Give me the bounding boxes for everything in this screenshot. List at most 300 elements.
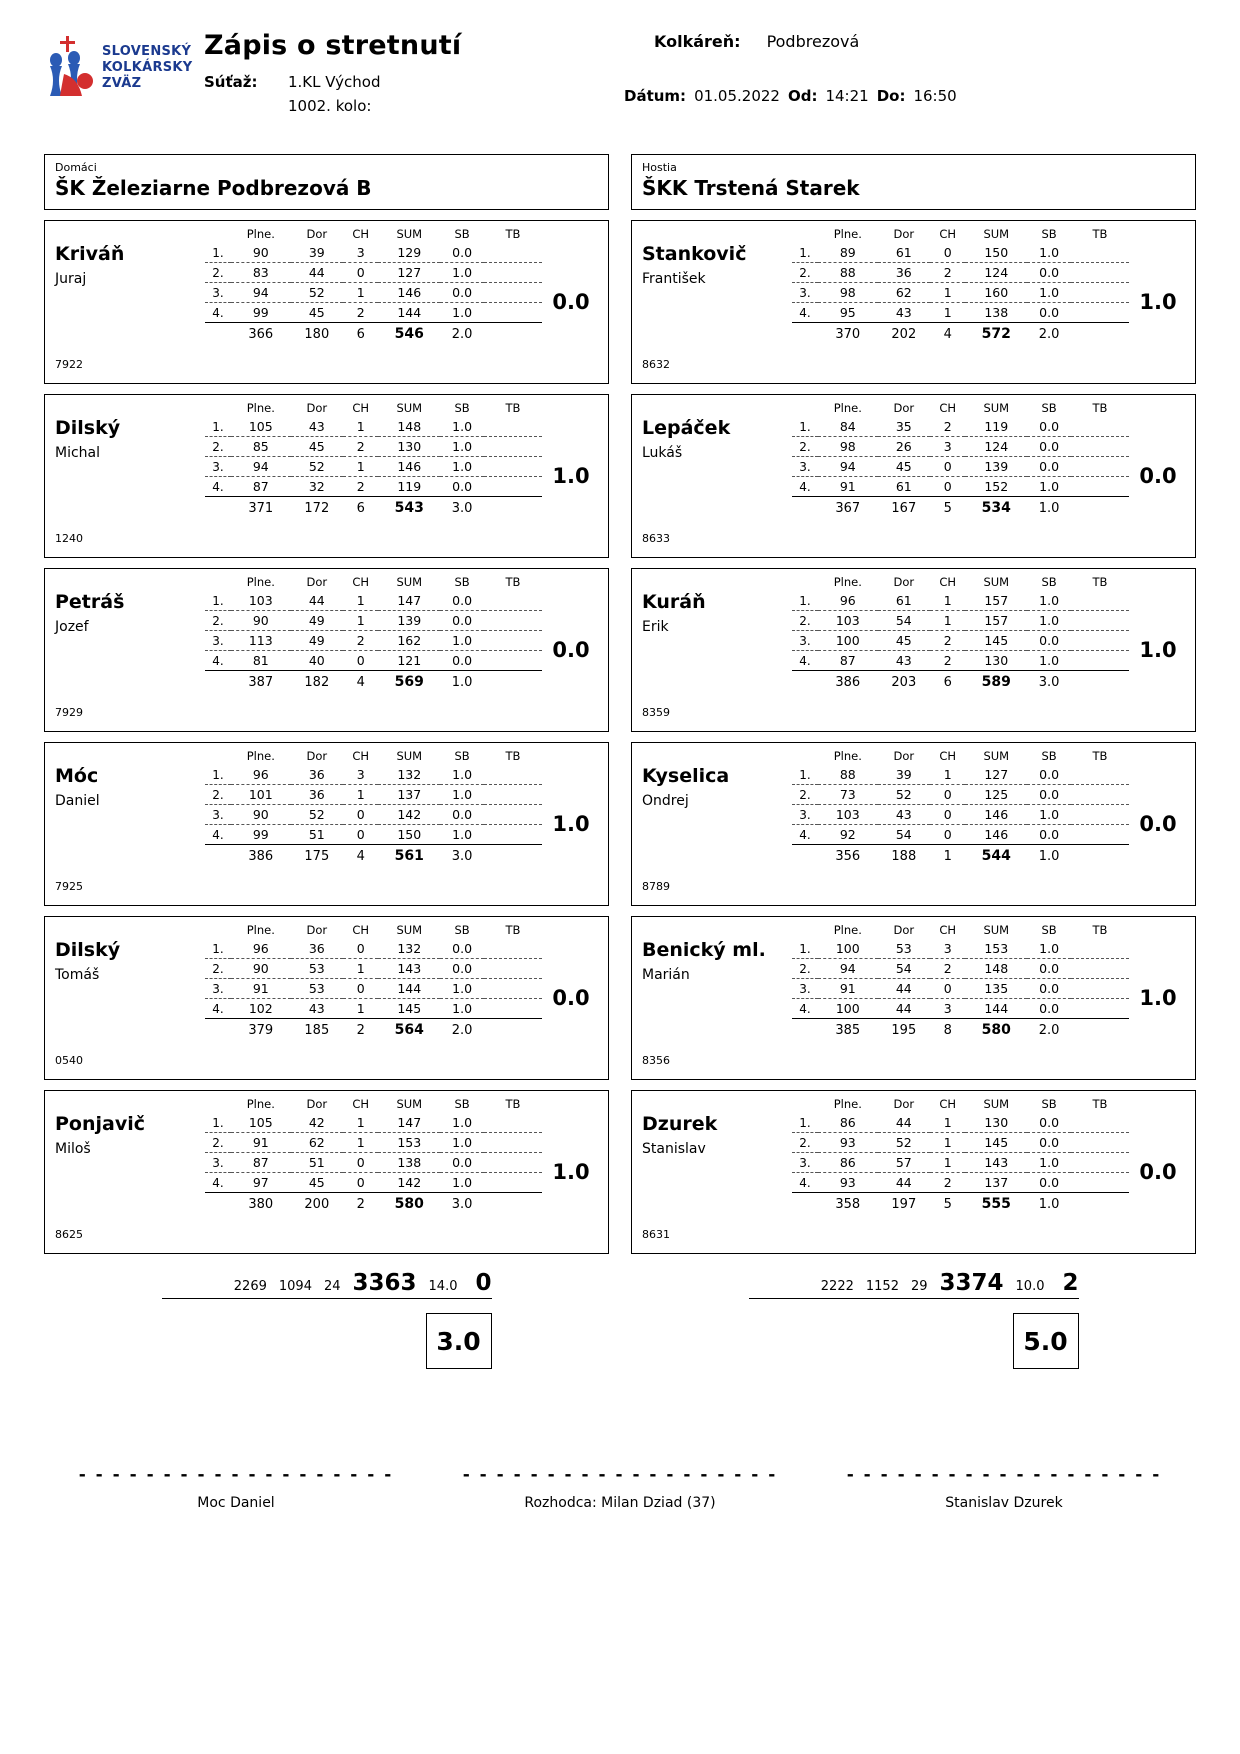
header-tb: TB bbox=[505, 1097, 521, 1111]
game-sb: 0.0 bbox=[440, 591, 484, 611]
game-plne: 84 bbox=[818, 417, 878, 437]
game-sb: 0.0 bbox=[440, 959, 484, 979]
game-index: 3. bbox=[205, 631, 231, 651]
player-total-row bbox=[792, 497, 1129, 519]
header-sb: SB bbox=[454, 575, 470, 589]
game-tb bbox=[1071, 437, 1129, 457]
player-points: 0.0 bbox=[552, 290, 590, 314]
game-sb: 0.0 bbox=[1027, 999, 1071, 1019]
game-ch: 0 bbox=[343, 825, 378, 845]
game-sum: 148 bbox=[378, 417, 440, 437]
game-ch: 1 bbox=[343, 1113, 378, 1133]
player-identity bbox=[55, 1097, 205, 1247]
game-sb: 1.0 bbox=[440, 417, 484, 437]
total-plne: 379 bbox=[231, 1019, 291, 1041]
total-sb: 1.0 bbox=[1027, 845, 1071, 867]
player-surname: Dzurek bbox=[642, 1113, 718, 1135]
total-plne: 371 bbox=[231, 497, 291, 519]
game-ch: 1 bbox=[343, 417, 378, 437]
game-ch: 0 bbox=[343, 651, 378, 671]
game-dor: 43 bbox=[878, 805, 931, 825]
game-plne: 91 bbox=[231, 1133, 291, 1153]
total-sum: 580 bbox=[965, 1019, 1027, 1041]
game-index: 1. bbox=[792, 1113, 818, 1133]
game-dor: 61 bbox=[878, 243, 931, 263]
header-sum: SUM bbox=[983, 749, 1010, 763]
score-row bbox=[205, 611, 542, 631]
player-total-row bbox=[792, 845, 1129, 867]
game-sum: 119 bbox=[965, 417, 1027, 437]
total-sum: 543 bbox=[378, 497, 440, 519]
score-row bbox=[792, 631, 1129, 651]
player-identity bbox=[642, 1097, 792, 1247]
game-sb: 1.0 bbox=[1027, 611, 1071, 631]
game-plne: 96 bbox=[231, 765, 291, 785]
player-surname: Petráš bbox=[55, 591, 125, 613]
header-sb: SB bbox=[1041, 575, 1057, 589]
game-sb: 1.0 bbox=[1027, 805, 1071, 825]
score-row bbox=[792, 785, 1129, 805]
total-ch: 5 bbox=[930, 1193, 965, 1215]
game-sum: 157 bbox=[965, 611, 1027, 631]
total-dor: 197 bbox=[878, 1193, 931, 1215]
header-sb: SB bbox=[1041, 401, 1057, 415]
header-ch: CH bbox=[352, 923, 370, 937]
away-total-plne: 2222 bbox=[820, 1279, 854, 1294]
game-sum: 143 bbox=[965, 1153, 1027, 1173]
game-plne: 102 bbox=[231, 999, 291, 1019]
game-sum: 152 bbox=[965, 477, 1027, 497]
game-plne: 113 bbox=[231, 631, 291, 651]
total-sb: 2.0 bbox=[440, 323, 484, 345]
header-sb: SB bbox=[454, 227, 470, 241]
game-tb bbox=[1071, 417, 1129, 437]
header-sum: SUM bbox=[983, 227, 1010, 241]
total-sum: 572 bbox=[965, 323, 1027, 345]
game-plne: 89 bbox=[818, 243, 878, 263]
score-row bbox=[205, 825, 542, 845]
game-dor: 44 bbox=[291, 591, 344, 611]
game-sb: 1.0 bbox=[440, 1173, 484, 1193]
game-plne: 90 bbox=[231, 805, 291, 825]
game-tb bbox=[1071, 979, 1129, 999]
header-sum: SUM bbox=[983, 1097, 1010, 1111]
total-dor: 203 bbox=[878, 671, 931, 693]
game-sum: 121 bbox=[378, 651, 440, 671]
signature-area bbox=[44, 1465, 1196, 1511]
game-sb: 1.0 bbox=[440, 263, 484, 283]
total-sum: 564 bbox=[378, 1019, 440, 1041]
total-ch: 4 bbox=[343, 671, 378, 693]
player-firstname: Daniel bbox=[55, 793, 100, 809]
game-sum: 138 bbox=[378, 1153, 440, 1173]
game-sb: 1.0 bbox=[440, 999, 484, 1019]
game-dor: 61 bbox=[878, 591, 931, 611]
player-panel bbox=[44, 742, 609, 906]
game-dor: 45 bbox=[291, 303, 344, 323]
player-score-table bbox=[205, 575, 542, 725]
game-dor: 51 bbox=[291, 1153, 344, 1173]
game-tb bbox=[484, 611, 542, 631]
home-team-name: ŠK Železiarne Podbrezová B bbox=[55, 176, 372, 200]
player-firstname: Stanislav bbox=[642, 1141, 706, 1157]
header-dor: Dor bbox=[893, 923, 915, 937]
game-index: 1. bbox=[205, 1113, 231, 1133]
game-dor: 51 bbox=[291, 825, 344, 845]
player-panel bbox=[44, 916, 609, 1080]
game-dor: 44 bbox=[878, 1113, 931, 1133]
game-ch: 2 bbox=[343, 303, 378, 323]
score-row bbox=[792, 1133, 1129, 1153]
game-tb bbox=[1071, 303, 1129, 323]
game-sb: 0.0 bbox=[1027, 437, 1071, 457]
home-total-sb: 14.0 bbox=[428, 1279, 458, 1294]
game-index: 4. bbox=[792, 825, 818, 845]
game-dor: 45 bbox=[291, 1173, 344, 1193]
total-ch: 2 bbox=[343, 1019, 378, 1041]
game-index: 1. bbox=[205, 417, 231, 437]
player-points: 1.0 bbox=[552, 812, 590, 836]
game-index: 4. bbox=[792, 651, 818, 671]
game-sb: 0.0 bbox=[440, 805, 484, 825]
player-total-row bbox=[792, 323, 1129, 345]
game-ch: 1 bbox=[343, 999, 378, 1019]
game-tb bbox=[484, 825, 542, 845]
game-plne: 95 bbox=[818, 303, 878, 323]
game-tb bbox=[1071, 785, 1129, 805]
game-sum: 132 bbox=[378, 765, 440, 785]
game-ch: 2 bbox=[930, 417, 965, 437]
game-ch: 1 bbox=[343, 457, 378, 477]
player-id: 8356 bbox=[642, 1054, 670, 1067]
player-id: 8359 bbox=[642, 706, 670, 719]
game-dor: 53 bbox=[878, 939, 931, 959]
total-sum: 561 bbox=[378, 845, 440, 867]
header-tb: TB bbox=[1092, 575, 1108, 589]
header-dor: Dor bbox=[306, 227, 328, 241]
away-team-box bbox=[631, 154, 1196, 210]
score-row bbox=[205, 1133, 542, 1153]
game-dor: 42 bbox=[291, 1113, 344, 1133]
away-signature-name: Stanislav Dzurek bbox=[945, 1495, 1063, 1511]
game-plne: 90 bbox=[231, 611, 291, 631]
game-plne: 88 bbox=[818, 263, 878, 283]
to-label: Do: bbox=[876, 87, 906, 105]
game-index: 4. bbox=[792, 999, 818, 1019]
date-label: Dátum: bbox=[624, 87, 687, 105]
game-plne: 103 bbox=[818, 611, 878, 631]
game-dor: 39 bbox=[878, 765, 931, 785]
game-plne: 87 bbox=[231, 477, 291, 497]
game-ch: 0 bbox=[930, 979, 965, 999]
game-sum: 142 bbox=[378, 1173, 440, 1193]
game-sb: 0.0 bbox=[1027, 1173, 1071, 1193]
header-sum: SUM bbox=[983, 575, 1010, 589]
player-firstname: Michal bbox=[55, 445, 101, 461]
score-row bbox=[205, 1153, 542, 1173]
total-tb bbox=[484, 671, 542, 693]
game-sb: 0.0 bbox=[440, 611, 484, 631]
home-role-label: Domáci bbox=[55, 161, 97, 174]
header-dor: Dor bbox=[893, 575, 915, 589]
header-sb: SB bbox=[454, 401, 470, 415]
game-dor: 62 bbox=[878, 283, 931, 303]
game-sum: 145 bbox=[965, 631, 1027, 651]
total-tb bbox=[484, 845, 542, 867]
game-sum: 130 bbox=[965, 1113, 1027, 1133]
total-tb bbox=[1071, 671, 1129, 693]
game-index: 1. bbox=[205, 939, 231, 959]
game-sb: 0.0 bbox=[1027, 1113, 1071, 1133]
game-sum: 162 bbox=[378, 631, 440, 651]
game-dor: 43 bbox=[291, 999, 344, 1019]
player-panel bbox=[631, 1090, 1196, 1254]
header-dor: Dor bbox=[306, 575, 328, 589]
game-sum: 146 bbox=[965, 825, 1027, 845]
player-points: 0.0 bbox=[1139, 1160, 1177, 1184]
home-total-ch: 24 bbox=[323, 1279, 341, 1294]
player-total-row bbox=[205, 671, 542, 693]
score-row bbox=[205, 477, 542, 497]
away-signature bbox=[812, 1465, 1196, 1511]
game-sum: 130 bbox=[965, 651, 1027, 671]
header-plne: Plne. bbox=[833, 227, 862, 241]
game-tb bbox=[484, 631, 542, 651]
player-panels bbox=[44, 220, 1196, 1254]
game-index: 1. bbox=[792, 765, 818, 785]
player-total-row bbox=[792, 1193, 1129, 1215]
game-tb bbox=[1071, 651, 1129, 671]
document-header bbox=[44, 28, 1196, 148]
game-dor: 62 bbox=[291, 1133, 344, 1153]
game-sum: 150 bbox=[965, 243, 1027, 263]
away-signature-line: - - - - - - - - - - - - - - - - - - - bbox=[846, 1465, 1162, 1485]
game-index: 2. bbox=[792, 611, 818, 631]
game-sum: 148 bbox=[965, 959, 1027, 979]
header-plne: Plne. bbox=[246, 401, 275, 415]
game-ch: 1 bbox=[930, 1133, 965, 1153]
score-row bbox=[205, 785, 542, 805]
game-sb: 1.0 bbox=[440, 1133, 484, 1153]
player-score-table bbox=[205, 401, 542, 551]
header-dor: Dor bbox=[306, 923, 328, 937]
player-identity bbox=[642, 401, 792, 551]
game-sb: 1.0 bbox=[1027, 283, 1071, 303]
total-sum: 569 bbox=[378, 671, 440, 693]
game-sum: 137 bbox=[378, 785, 440, 805]
home-signature-name: Moc Daniel bbox=[197, 1495, 275, 1511]
total-plne: 380 bbox=[231, 1193, 291, 1215]
game-sb: 1.0 bbox=[1027, 591, 1071, 611]
game-tb bbox=[1071, 959, 1129, 979]
from-value: 14:21 bbox=[825, 87, 869, 105]
game-dor: 45 bbox=[878, 631, 931, 651]
federation-logo bbox=[44, 28, 204, 102]
game-plne: 87 bbox=[818, 651, 878, 671]
header-dor: Dor bbox=[893, 749, 915, 763]
player-surname: Dilský bbox=[55, 939, 121, 961]
game-sb: 1.0 bbox=[440, 765, 484, 785]
game-index: 4. bbox=[205, 303, 231, 323]
game-index: 2. bbox=[205, 785, 231, 805]
game-dor: 54 bbox=[878, 611, 931, 631]
game-plne: 105 bbox=[231, 417, 291, 437]
game-dor: 43 bbox=[878, 651, 931, 671]
total-plne: 387 bbox=[231, 671, 291, 693]
player-identity bbox=[642, 575, 792, 725]
score-row bbox=[792, 591, 1129, 611]
player-score-table bbox=[792, 1097, 1129, 1247]
federation-name bbox=[102, 44, 193, 93]
score-row bbox=[205, 437, 542, 457]
game-ch: 0 bbox=[343, 1153, 378, 1173]
game-plne: 98 bbox=[818, 283, 878, 303]
score-row bbox=[792, 437, 1129, 457]
game-dor: 54 bbox=[878, 825, 931, 845]
header-dor: Dor bbox=[893, 1097, 915, 1111]
game-ch: 1 bbox=[930, 1113, 965, 1133]
player-id: 8631 bbox=[642, 1228, 670, 1241]
header-sum: SUM bbox=[396, 749, 423, 763]
total-dor: 175 bbox=[291, 845, 344, 867]
game-tb bbox=[1071, 939, 1129, 959]
game-dor: 53 bbox=[291, 979, 344, 999]
game-index: 2. bbox=[792, 785, 818, 805]
game-ch: 1 bbox=[930, 1153, 965, 1173]
game-index: 2. bbox=[205, 437, 231, 457]
total-sum: 555 bbox=[965, 1193, 1027, 1215]
game-tb bbox=[484, 979, 542, 999]
game-ch: 2 bbox=[930, 651, 965, 671]
total-tb bbox=[1071, 845, 1129, 867]
venue-value: Podbrezová bbox=[766, 32, 860, 51]
header-tb: TB bbox=[1092, 1097, 1108, 1111]
game-sum: 130 bbox=[378, 437, 440, 457]
total-tb bbox=[1071, 323, 1129, 345]
game-ch: 2 bbox=[343, 631, 378, 651]
player-points: 1.0 bbox=[1139, 638, 1177, 662]
player-total-row bbox=[205, 323, 542, 345]
game-plne: 92 bbox=[818, 825, 878, 845]
header-plne: Plne. bbox=[246, 923, 275, 937]
game-ch: 1 bbox=[343, 785, 378, 805]
total-dor: 172 bbox=[291, 497, 344, 519]
game-tb bbox=[484, 651, 542, 671]
score-row bbox=[792, 417, 1129, 437]
total-sum: 589 bbox=[965, 671, 1027, 693]
game-tb bbox=[1071, 1133, 1129, 1153]
total-sb: 3.0 bbox=[1027, 671, 1071, 693]
total-plne: 386 bbox=[818, 671, 878, 693]
game-tb bbox=[484, 805, 542, 825]
total-sb: 3.0 bbox=[440, 1193, 484, 1215]
game-plne: 98 bbox=[818, 437, 878, 457]
header-dor: Dor bbox=[893, 401, 915, 415]
game-plne: 93 bbox=[818, 1133, 878, 1153]
total-plne: 367 bbox=[818, 497, 878, 519]
player-id: 8789 bbox=[642, 880, 670, 893]
game-tb bbox=[1071, 611, 1129, 631]
player-total-row bbox=[205, 845, 542, 867]
game-sb: 0.0 bbox=[1027, 959, 1071, 979]
header-plne: Plne. bbox=[246, 749, 275, 763]
game-sum: 139 bbox=[965, 457, 1027, 477]
game-index: 1. bbox=[792, 591, 818, 611]
game-dor: 39 bbox=[291, 243, 344, 263]
game-sb: 0.0 bbox=[1027, 979, 1071, 999]
game-sum: 147 bbox=[378, 591, 440, 611]
to-value: 16:50 bbox=[913, 87, 957, 105]
player-panel bbox=[44, 568, 609, 732]
game-dor: 61 bbox=[878, 477, 931, 497]
game-sb: 1.0 bbox=[1027, 243, 1071, 263]
away-totals bbox=[631, 1270, 1196, 1369]
total-dor: 195 bbox=[878, 1019, 931, 1041]
game-tb bbox=[484, 477, 542, 497]
game-plne: 86 bbox=[818, 1113, 878, 1133]
score-row bbox=[205, 979, 542, 999]
game-tb bbox=[484, 785, 542, 805]
player-score-table bbox=[792, 923, 1129, 1073]
total-dor: 182 bbox=[291, 671, 344, 693]
total-ch: 6 bbox=[343, 323, 378, 345]
game-ch: 0 bbox=[930, 785, 965, 805]
total-sum: 534 bbox=[965, 497, 1027, 519]
total-plne: 386 bbox=[231, 845, 291, 867]
total-tb bbox=[484, 1193, 542, 1215]
score-row bbox=[205, 651, 542, 671]
game-ch: 3 bbox=[930, 939, 965, 959]
game-plne: 90 bbox=[231, 959, 291, 979]
total-ch: 2 bbox=[343, 1193, 378, 1215]
game-ch: 3 bbox=[343, 243, 378, 263]
game-sb: 1.0 bbox=[440, 457, 484, 477]
game-dor: 52 bbox=[291, 805, 344, 825]
total-sb: 1.0 bbox=[1027, 1193, 1071, 1215]
game-plne: 100 bbox=[818, 939, 878, 959]
game-plne: 94 bbox=[231, 457, 291, 477]
player-surname: Dilský bbox=[55, 417, 121, 439]
game-plne: 87 bbox=[231, 1153, 291, 1173]
game-index: 1. bbox=[792, 939, 818, 959]
total-sb: 2.0 bbox=[1027, 1019, 1071, 1041]
game-sum: 146 bbox=[378, 457, 440, 477]
header-ch: CH bbox=[352, 749, 370, 763]
score-row bbox=[792, 765, 1129, 785]
game-plne: 88 bbox=[818, 765, 878, 785]
game-sb: 0.0 bbox=[1027, 263, 1071, 283]
game-tb bbox=[1071, 477, 1129, 497]
game-index: 3. bbox=[792, 979, 818, 999]
header-tb: TB bbox=[1092, 749, 1108, 763]
game-tb bbox=[1071, 631, 1129, 651]
player-panel bbox=[44, 394, 609, 558]
score-row bbox=[205, 939, 542, 959]
game-tb bbox=[1071, 1113, 1129, 1133]
score-row bbox=[205, 1173, 542, 1193]
total-plne: 356 bbox=[818, 845, 878, 867]
game-index: 4. bbox=[205, 1173, 231, 1193]
game-index: 4. bbox=[205, 477, 231, 497]
total-dor: 185 bbox=[291, 1019, 344, 1041]
game-sb: 1.0 bbox=[440, 631, 484, 651]
game-tb bbox=[484, 939, 542, 959]
game-plne: 91 bbox=[231, 979, 291, 999]
game-tb bbox=[484, 263, 542, 283]
player-firstname: Lukáš bbox=[642, 445, 683, 461]
game-sum: 142 bbox=[378, 805, 440, 825]
header-sum: SUM bbox=[396, 923, 423, 937]
